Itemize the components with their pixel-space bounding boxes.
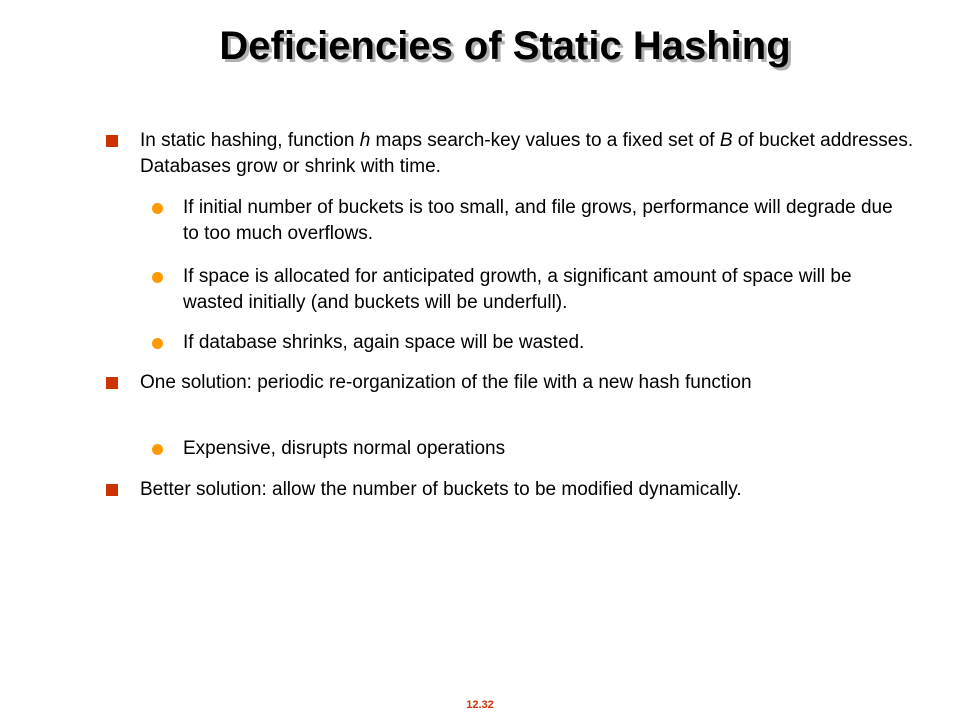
slide-title: Deficiencies of Static Hashing (219, 24, 791, 68)
square-bullet-icon (106, 377, 118, 389)
bullet-text-part: In static hashing, function (140, 130, 360, 151)
sub-bullet-item-expensive (183, 436, 913, 462)
bullet-text: One solution: periodic re-organization of the file with a new hash function (140, 372, 752, 393)
bullet-item-better-solution (140, 477, 920, 503)
sub-bullet-item-too-small (183, 195, 913, 247)
bullet-item-one-solution (140, 370, 920, 396)
square-bullet-icon (106, 135, 118, 147)
bullet-text: If initial number of buckets is too small, and file grows, performance will degrade due to too much overflows. (183, 197, 893, 244)
slide-number: 12.32 (466, 699, 494, 711)
dot-bullet-icon (152, 338, 163, 349)
dot-bullet-icon (152, 203, 163, 214)
bullet-text: Better solution: allow the number of buckets to be modified dynamically. (140, 479, 742, 500)
bullet-text-italic-b: B (719, 130, 733, 151)
sub-bullet-item-anticipated-growth (183, 264, 913, 316)
bullet-item-static-hashing (140, 128, 920, 180)
bullet-text (140, 128, 920, 180)
dot-bullet-icon (152, 272, 163, 283)
bullet-text: If space is allocated for anticipated growth, a significant amount of space will be wasted initially (and buckets will be underfull). (183, 266, 852, 313)
dot-bullet-icon (152, 444, 163, 455)
square-bullet-icon (106, 484, 118, 496)
sub-bullet-item-shrinks (183, 330, 913, 356)
bullet-text: Expensive, disrupts normal operations (183, 438, 506, 459)
bullet-text-part: maps search-key values to a fixed set of (370, 130, 720, 151)
bullet-text: If database shrinks, again space will be wasted. (183, 332, 585, 353)
bullet-text-italic-h: h (359, 130, 371, 151)
bullet-text-part: of bucket addresses. Databases grow or shrink with time. (140, 130, 914, 177)
